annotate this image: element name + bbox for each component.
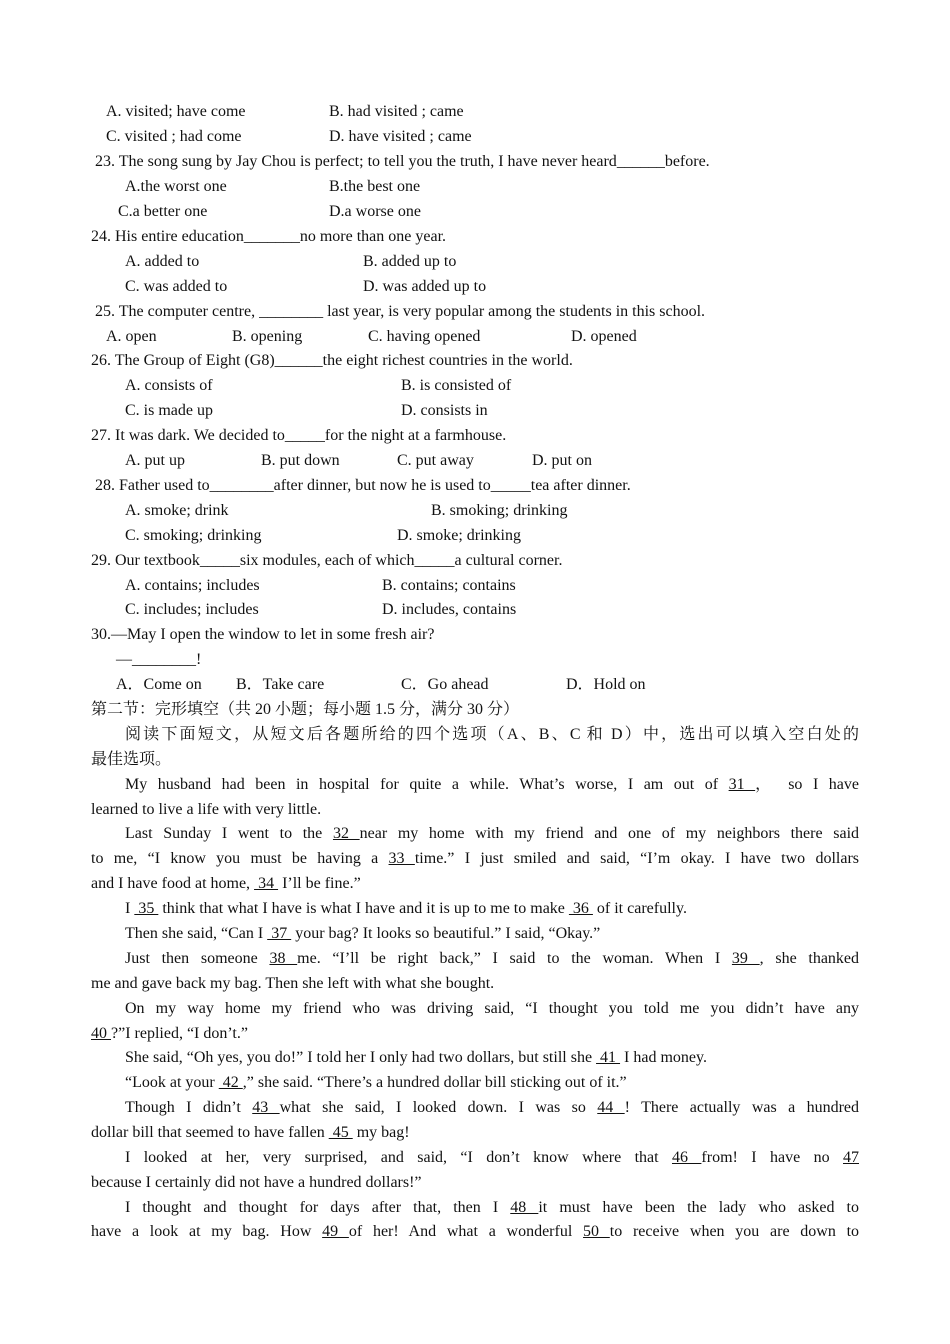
blank-50: 50 <box>583 1223 610 1240</box>
q26-option-d: D. consists in <box>401 402 488 419</box>
q30-reply-end: ! <box>196 651 202 668</box>
q23-option-c: C.a better one <box>118 203 208 220</box>
q29-blank-1: _____ <box>199 552 240 569</box>
passage-text: I thought and thought for days after that, then I <box>125 1199 511 1216</box>
q29-option-c: C. includes; includes <box>125 601 259 618</box>
blank-43: 43 <box>252 1099 280 1116</box>
passage-text: me. “I’ll be right back,” I said to the woman. When I <box>297 950 732 967</box>
passage-text: My husband had been in hospital for quite a while. What’s worse, I am out of <box>125 776 729 793</box>
passage-text: time.” I just smiled and said, “I’m okay. I have two dollars <box>414 850 860 867</box>
passage-text: my bag! <box>352 1124 410 1141</box>
q28-blank-2: _____ <box>490 477 531 494</box>
passage-text: dollar bill that seemed to have fallen <box>91 1124 329 1141</box>
passage-line <box>125 899 687 919</box>
passage-line <box>91 1123 410 1143</box>
q30-reply <box>116 650 201 670</box>
q28-stem-middle: after dinner, but now he is used to <box>273 477 491 494</box>
q28-stem <box>95 476 631 496</box>
q29-stem <box>91 551 562 571</box>
passage-text: your bag? It looks so beautiful.” I said, “Okay.” <box>291 925 601 942</box>
passage-line <box>125 1048 707 1068</box>
passage-text: to me, “I know you must be having a <box>91 850 389 867</box>
q24-option-d: D. was added up to <box>363 278 487 295</box>
q29-option-d: D. includes, contains <box>382 601 517 618</box>
q25-option-b: B. opening <box>232 328 303 345</box>
q26-stem <box>91 351 573 371</box>
blank-39: 39 <box>731 950 760 967</box>
passage-text: from! I have no <box>701 1149 843 1166</box>
q28-option-b: B. smoking; drinking <box>431 502 568 519</box>
passage-text: Then she said, “Can I <box>125 925 268 942</box>
blank-34: 34 <box>254 875 279 892</box>
q22-option-a: A. visited; have come <box>106 103 246 120</box>
q26-option-a: A. consists of <box>125 377 213 394</box>
passage-text: to receive when you are down to <box>609 1223 860 1240</box>
blank-35: 35 <box>134 900 159 917</box>
q27-stem <box>91 426 506 446</box>
passage-line <box>91 1222 859 1242</box>
blank-31: 31 <box>728 776 756 793</box>
passage-text: it must have been the lady who asked to <box>538 1199 860 1216</box>
q26-option-b: B. is consisted of <box>401 377 512 394</box>
passage-line <box>125 1098 859 1118</box>
passage-text: , she thanked <box>759 950 860 967</box>
q30-option-d: D．Hold on <box>566 676 646 693</box>
passage-line <box>91 849 859 869</box>
passage-line <box>125 1148 859 1168</box>
blank-33: 33 <box>388 850 415 867</box>
passage-text: ,” she said. “There’s a hundred dollar bill sticking out of it.” <box>242 1074 627 1091</box>
q23-option-a: A.the worst one <box>125 178 227 195</box>
passage-line: learned to live a life with very little. <box>91 801 322 818</box>
q29-stem-text: 29. Our textbook <box>91 552 200 569</box>
blank-41: 41 <box>596 1049 621 1066</box>
q25-option-a: A. open <box>106 328 157 345</box>
q24-option-c: C. was added to <box>125 278 228 295</box>
blank-48: 48 <box>510 1199 539 1216</box>
passage-text: think that what I have is what I have and it is up to me to make <box>158 900 569 917</box>
q30-option-b: B．Take care <box>236 676 325 693</box>
passage-text: of her! And what a wonderful <box>348 1223 584 1240</box>
passage-text: ! There actually was a hundred <box>624 1099 860 1116</box>
passage-line <box>125 924 600 944</box>
q22-option-b: B. had visited ; came <box>329 103 464 120</box>
q27-option-b: B. put down <box>261 452 340 469</box>
passage-text: near my home with my friend and one of my neighbors there said <box>359 825 860 842</box>
q30-option-a: A．Come on <box>116 676 202 693</box>
section2-instruction: 阅读下面短文，从短文后各题所给的四个选项（A、B、C 和 D）中，选出可以填入空白处的 <box>125 726 859 743</box>
q28-option-c: C. smoking; drinking <box>125 527 262 544</box>
q27-option-d: D. put on <box>532 452 592 469</box>
passage-text: She said, “Oh yes, you do!” I told her I only had two dollars, but still she <box>125 1049 597 1066</box>
passage-line <box>91 874 361 894</box>
blank-40: 40 <box>91 1025 111 1042</box>
q27-blank: _____ <box>284 427 325 444</box>
passage-text: I’ll be fine.” <box>278 875 361 892</box>
q24-option-b: B. added up to <box>363 253 457 270</box>
q24-blank: _______ <box>243 228 300 245</box>
q23-stem <box>95 152 710 172</box>
q28-stem-end: tea after dinner. <box>530 477 631 494</box>
blank-38: 38 <box>269 950 298 967</box>
blank-47: 47 <box>843 1149 859 1166</box>
q26-stem-end: the eight richest countries in the world. <box>322 352 573 369</box>
q28-blank-1: ________ <box>209 477 274 494</box>
q28-option-a: A. smoke; drink <box>125 502 229 519</box>
passage-text: ， so I have <box>755 776 860 793</box>
passage-text: I had money. <box>620 1049 707 1066</box>
passage-line: me and gave back my bag. Then she left with what she bought. <box>91 975 495 992</box>
passage-text: Though I didn’t <box>125 1099 253 1116</box>
passage-text: I <box>125 900 135 917</box>
q29-blank-2: _____ <box>414 552 455 569</box>
q26-option-c: C. is made up <box>125 402 213 419</box>
q30-option-c: C．Go ahead <box>401 676 489 693</box>
section2-heading: 第二节：完形填空（共 20 小题；每小题 1.5 分，满分 30 分） <box>91 701 520 718</box>
blank-36: 36 <box>568 900 593 917</box>
blank-49: 49 <box>322 1223 349 1240</box>
q27-option-c: C. put away <box>397 452 474 469</box>
q24-option-a: A. added to <box>125 253 200 270</box>
q24-stem-text: 24. His entire education <box>91 228 244 245</box>
q26-stem-text: 26. The Group of Eight (G8) <box>91 352 275 369</box>
passage-text: have a look at my bag. How <box>91 1223 323 1240</box>
q26-blank: ______ <box>274 352 323 369</box>
q25-option-c: C. having opened <box>368 328 481 345</box>
passage-line: because I certainly did not have a hundred dollars!” <box>91 1174 422 1191</box>
passage-text: Just then someone <box>125 950 270 967</box>
q27-stem-end: for the night at a farmhouse. <box>324 427 507 444</box>
passage-line <box>125 775 859 795</box>
q27-option-a: A. put up <box>125 452 185 469</box>
passage-line <box>125 824 859 844</box>
q25-stem: 25. The computer centre, ________ last year, is very popular among the students in this school. <box>95 303 706 320</box>
q28-option-d: D. smoke; drinking <box>397 527 521 544</box>
passage-line <box>125 1073 627 1093</box>
q30-reply-dash: — <box>116 651 132 668</box>
passage-text: “Look at your <box>125 1074 219 1091</box>
blank-42: 42 <box>218 1074 243 1091</box>
section2-instruction-end: 最佳选项。 <box>91 751 172 768</box>
q25-option-d: D. opened <box>571 328 637 345</box>
q29-option-a: A. contains; includes <box>125 577 260 594</box>
q29-option-b: B. contains; contains <box>382 577 516 594</box>
q23-stem-end: before. <box>664 153 710 170</box>
q30-blank: ________ <box>132 651 196 668</box>
q23-stem-text: 23. The song sung by Jay Chou is perfect; to tell you the truth, I have never heard <box>95 153 617 170</box>
blank-46: 46 <box>672 1149 702 1166</box>
blank-37: 37 <box>267 925 292 942</box>
passage-text: what she said, I looked down. I was so <box>279 1099 598 1116</box>
q29-stem-end: a cultural corner. <box>454 552 563 569</box>
q23-blank: ______ <box>616 153 665 170</box>
q23-option-d: D.a worse one <box>329 203 421 220</box>
q22-option-d: D. have visited ; came <box>329 128 472 145</box>
passage-line <box>91 1024 248 1044</box>
q27-stem-text: 27. It was dark. We decided to <box>91 427 285 444</box>
passage-line: On my way home my friend who was driving said, “I thought you told me you didn’t have any <box>125 1000 859 1017</box>
passage-text: and I have food at home, <box>91 875 255 892</box>
q29-stem-middle: six modules, each of which <box>239 552 415 569</box>
passage-text: I looked at her, very surprised, and said, “I don’t know where that <box>125 1149 672 1166</box>
q28-stem-text: 28. Father used to <box>95 477 210 494</box>
q24-stem-end: no more than one year. <box>299 228 447 245</box>
passage-line <box>125 1198 859 1218</box>
passage-line <box>125 949 859 969</box>
blank-32: 32 <box>332 825 360 842</box>
q22-option-c: C. visited ; had come <box>106 128 242 145</box>
passage-text: Last Sunday I went to the <box>125 825 333 842</box>
passage-text: of it carefully. <box>592 900 687 917</box>
blank-44: 44 <box>597 1099 625 1116</box>
blank-45: 45 <box>328 1124 353 1141</box>
q30-stem: 30.—May I open the window to let in some fresh air? <box>91 626 435 643</box>
q23-option-b: B.the best one <box>329 178 421 195</box>
q24-stem <box>91 227 446 247</box>
passage-text: ?”I replied, “I don’t.” <box>111 1025 248 1042</box>
